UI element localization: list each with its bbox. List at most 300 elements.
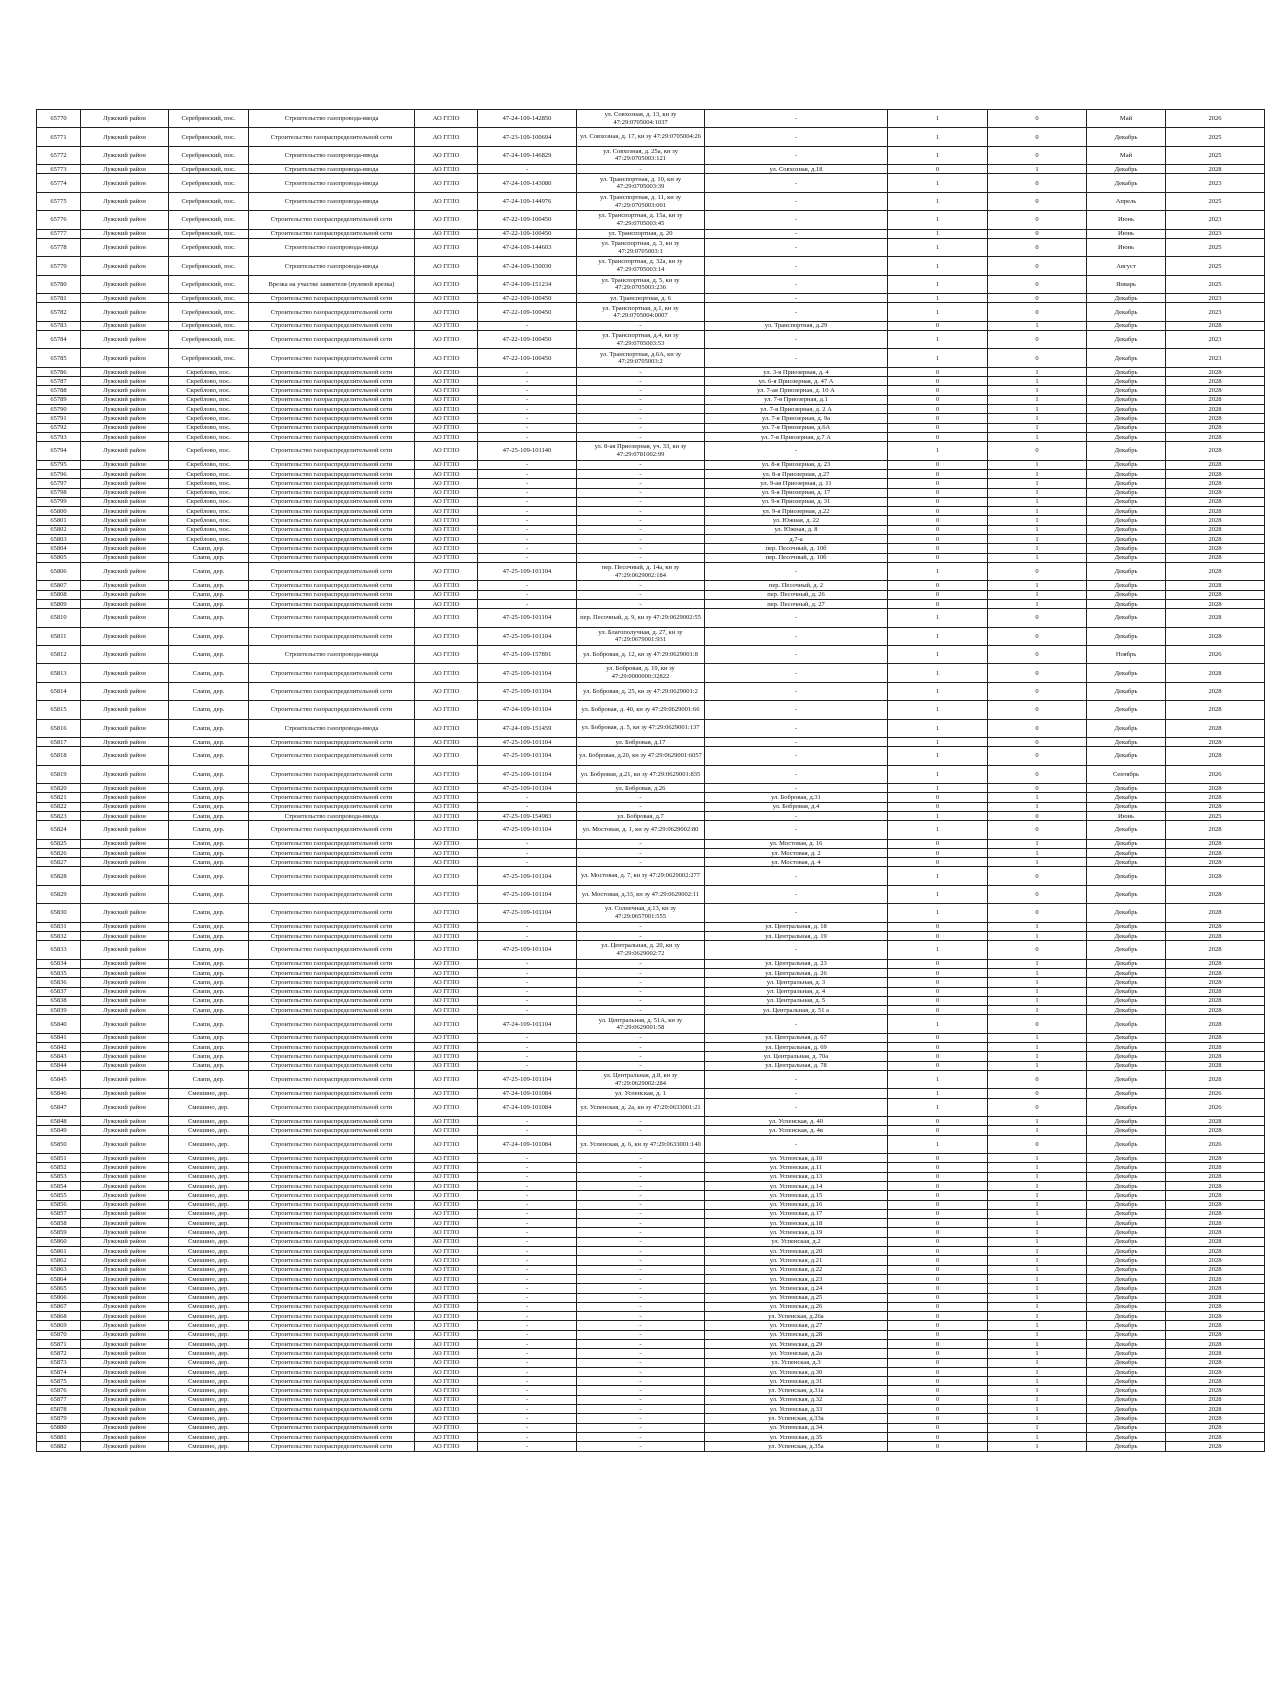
table-row <box>37 562 1265 580</box>
address-cell: ул. 6-я Приозерная, д. 47 А <box>705 377 888 386</box>
row-id-cell: 65835 <box>37 968 81 977</box>
locality-cell: Слапи, дер. <box>169 784 249 793</box>
work-type-cell: Строительство газораспределительной сети <box>249 701 415 719</box>
work-type-cell: Строительство газораспределительной сети <box>249 931 415 940</box>
row-id-cell: 65881 <box>37 1432 81 1441</box>
organization-cell: АО ГГЛО <box>415 525 478 534</box>
organization-cell: АО ГГЛО <box>415 590 478 599</box>
locality-cell: Слапи, дер. <box>169 858 249 867</box>
count-2-cell: 1 <box>988 507 1087 516</box>
locality-cell: Смешино, дер. <box>169 1339 249 1348</box>
row-id-cell: 65851 <box>37 1154 81 1163</box>
count-2-cell: 1 <box>988 1312 1087 1321</box>
organization-cell: АО ГГЛО <box>415 765 478 783</box>
locality-cell: Смешино, дер. <box>169 1312 249 1321</box>
district-cell: Лужский район <box>81 303 169 321</box>
table-row <box>37 497 1265 506</box>
work-type-cell: Строительство газораспределительной сети <box>249 1117 415 1126</box>
month-cell: Декабрь <box>1087 1377 1166 1386</box>
address-cell: ул. Центральная, д. 19 <box>705 931 888 940</box>
work-type-cell: Строительство газораспределительной сети <box>249 737 415 746</box>
year-cell: 2028 <box>1166 497 1265 506</box>
request-code-cell: 47-25-109-101104 <box>478 867 577 885</box>
cadastral-address-cell: - <box>577 1339 705 1348</box>
count-2-cell: 1 <box>988 395 1087 404</box>
count-2-cell: 0 <box>988 867 1087 885</box>
row-id-cell: 65780 <box>37 275 81 293</box>
count-2-cell: 1 <box>988 1052 1087 1061</box>
locality-cell: Слапи, дер. <box>169 839 249 848</box>
organization-cell: АО ГГЛО <box>415 1052 478 1061</box>
count-2-cell: 1 <box>988 1339 1087 1348</box>
district-cell: Лужский район <box>81 1432 169 1441</box>
count-1-cell: 0 <box>888 599 988 608</box>
work-type-cell: Строительство газопровода-ввода <box>249 146 415 164</box>
count-2-cell: 0 <box>988 664 1087 682</box>
organization-cell: АО ГГЛО <box>415 331 478 349</box>
row-id-cell: 65869 <box>37 1321 81 1330</box>
locality-cell: Слапи, дер. <box>169 811 249 820</box>
row-id-cell: 65801 <box>37 516 81 525</box>
cadastral-address-cell: ул. Бобровая, д. 12, кн зу 47:29:0629001:8 <box>577 645 705 663</box>
address-cell: ул. Центральная, д. 23 <box>705 959 888 968</box>
request-code-cell: 47-24-109-146829 <box>478 146 577 164</box>
row-id-cell: 65882 <box>37 1442 81 1451</box>
month-cell: Декабрь <box>1087 719 1166 737</box>
count-2-cell: 1 <box>988 516 1087 525</box>
district-cell: Лужский район <box>81 1284 169 1293</box>
year-cell: 2028 <box>1166 405 1265 414</box>
row-id-cell: 65806 <box>37 562 81 580</box>
organization-cell: АО ГГЛО <box>415 1228 478 1237</box>
month-cell: Декабрь <box>1087 1265 1166 1274</box>
count-1-cell: 1 <box>888 562 988 580</box>
request-code-cell: - <box>478 1256 577 1265</box>
organization-cell: АО ГГЛО <box>415 987 478 996</box>
district-cell: Лужский район <box>81 525 169 534</box>
year-cell: 2028 <box>1166 1284 1265 1293</box>
year-cell: 2028 <box>1166 1052 1265 1061</box>
cadastral-address-cell: - <box>577 1200 705 1209</box>
organization-cell: АО ГГЛО <box>415 811 478 820</box>
count-2-cell: 1 <box>988 1358 1087 1367</box>
year-cell: 2028 <box>1166 1006 1265 1015</box>
count-1-cell: 1 <box>888 275 988 293</box>
row-id-cell: 65803 <box>37 535 81 544</box>
organization-cell: АО ГГЛО <box>415 848 478 857</box>
request-code-cell: 47-22-109-100450 <box>478 294 577 303</box>
district-cell: Лужский район <box>81 1033 169 1042</box>
table-row <box>37 442 1265 460</box>
request-code-cell: - <box>478 1228 577 1237</box>
month-cell: Декабрь <box>1087 904 1166 922</box>
locality-cell: Скреблово, пос. <box>169 367 249 376</box>
work-type-cell: Строительство газораспределительной сети <box>249 1367 415 1376</box>
count-2-cell: 1 <box>988 1191 1087 1200</box>
month-cell: Декабрь <box>1087 469 1166 478</box>
cadastral-address-cell: - <box>577 544 705 553</box>
table-row <box>37 1089 1265 1098</box>
year-cell: 2028 <box>1166 1209 1265 1218</box>
count-1-cell: 1 <box>888 811 988 820</box>
request-code-cell: - <box>478 599 577 608</box>
organization-cell: АО ГГЛО <box>415 941 478 959</box>
locality-cell: Смешино, дер. <box>169 1330 249 1339</box>
address-cell: ул. Успенская, д.15 <box>705 1191 888 1200</box>
count-2-cell: 1 <box>988 405 1087 414</box>
row-id-cell: 65794 <box>37 442 81 460</box>
cadastral-address-cell: - <box>577 959 705 968</box>
table-row <box>37 627 1265 645</box>
year-cell: 2023 <box>1166 331 1265 349</box>
month-cell: Декабрь <box>1087 1423 1166 1432</box>
year-cell: 2028 <box>1166 386 1265 395</box>
year-cell: 2028 <box>1166 627 1265 645</box>
cadastral-address-cell: - <box>577 1414 705 1423</box>
count-2-cell: 1 <box>988 1043 1087 1052</box>
work-type-cell: Строительство газораспределительной сети <box>249 331 415 349</box>
count-2-cell: 1 <box>988 1033 1087 1042</box>
count-2-cell: 1 <box>988 968 1087 977</box>
month-cell: Декабрь <box>1087 1228 1166 1237</box>
year-cell: 2028 <box>1166 719 1265 737</box>
count-1-cell: 0 <box>888 544 988 553</box>
request-code-cell: - <box>478 479 577 488</box>
work-type-cell: Строительство газораспределительной сети <box>249 747 415 765</box>
year-cell: 2026 <box>1166 1089 1265 1098</box>
district-cell: Лужский район <box>81 1043 169 1052</box>
request-code-cell: - <box>478 1172 577 1181</box>
cadastral-address-cell: пер. Песочный, д. 9, кн зу 47:29:0629002:55 <box>577 609 705 627</box>
row-id-cell: 65820 <box>37 784 81 793</box>
month-cell: Декабрь <box>1087 414 1166 423</box>
locality-cell: Скреблово, пос. <box>169 423 249 432</box>
district-cell: Лужский район <box>81 802 169 811</box>
request-code-cell: - <box>478 516 577 525</box>
count-2-cell: 0 <box>988 110 1087 128</box>
count-2-cell: 0 <box>988 765 1087 783</box>
locality-cell: Слапи, дер. <box>169 996 249 1005</box>
cadastral-address-cell: - <box>577 516 705 525</box>
organization-cell: АО ГГЛО <box>415 1200 478 1209</box>
month-cell: Декабрь <box>1087 1247 1166 1256</box>
table-row <box>37 1367 1265 1376</box>
locality-cell: Слапи, дер. <box>169 719 249 737</box>
table-row <box>37 377 1265 386</box>
address-cell: - <box>705 257 888 275</box>
address-cell: - <box>705 747 888 765</box>
count-1-cell: 1 <box>888 682 988 700</box>
organization-cell: АО ГГЛО <box>415 747 478 765</box>
cadastral-address-cell: - <box>577 497 705 506</box>
work-type-cell: Строительство газораспределительной сети <box>249 488 415 497</box>
table-row <box>37 1117 1265 1126</box>
work-type-cell: Строительство газораспределительной сети <box>249 793 415 802</box>
locality-cell: Смешино, дер. <box>169 1367 249 1376</box>
address-cell: ул. Южная, д. 8 <box>705 525 888 534</box>
locality-cell: Смешино, дер. <box>169 1126 249 1135</box>
address-cell: ул. Центральная, д. 70а <box>705 1052 888 1061</box>
district-cell: Лужский район <box>81 405 169 414</box>
count-1-cell: 0 <box>888 1358 988 1367</box>
table-row <box>37 211 1265 229</box>
count-1-cell: 0 <box>888 1274 988 1283</box>
address-cell: - <box>705 110 888 128</box>
request-code-cell: - <box>478 1209 577 1218</box>
address-cell: ул. Успенская, д.31а <box>705 1386 888 1395</box>
table-row <box>37 793 1265 802</box>
request-code-cell: 47-25-109-101104 <box>478 747 577 765</box>
year-cell: 2028 <box>1166 1302 1265 1311</box>
count-1-cell: 0 <box>888 432 988 441</box>
month-cell: Декабрь <box>1087 516 1166 525</box>
month-cell: Декабрь <box>1087 1349 1166 1358</box>
address-cell: ул. Успенская, д.23 <box>705 1274 888 1283</box>
locality-cell: Скреблово, пос. <box>169 497 249 506</box>
request-code-cell: - <box>478 922 577 931</box>
district-cell: Лужский район <box>81 1126 169 1135</box>
count-2-cell: 0 <box>988 719 1087 737</box>
count-1-cell: 1 <box>888 737 988 746</box>
district-cell: Лужский район <box>81 469 169 478</box>
district-cell: Лужский район <box>81 1098 169 1116</box>
organization-cell: АО ГГЛО <box>415 553 478 562</box>
district-cell: Лужский район <box>81 1349 169 1358</box>
organization-cell: АО ГГЛО <box>415 165 478 174</box>
year-cell: 2025 <box>1166 128 1265 146</box>
cadastral-address-cell: - <box>577 525 705 534</box>
request-code-cell: - <box>478 544 577 553</box>
work-type-cell: Строительство газораспределительной сети <box>249 1405 415 1414</box>
row-id-cell: 65830 <box>37 904 81 922</box>
row-id-cell: 65815 <box>37 701 81 719</box>
count-2-cell: 1 <box>988 423 1087 432</box>
cadastral-address-cell: ул. Транспортная, д. 15а, кн зу 47:29:0705003:45 <box>577 211 705 229</box>
row-id-cell: 65841 <box>37 1033 81 1042</box>
cadastral-address-cell: ул. Бобровая, д.17 <box>577 737 705 746</box>
organization-cell: АО ГГЛО <box>415 968 478 977</box>
address-cell: ул. Транспортная, д.29 <box>705 321 888 330</box>
address-cell: ул. Центральная, д. 3 <box>705 978 888 987</box>
cadastral-address-cell: ул. Бобровая, д. 25, кн зу 47:29:0629001:2 <box>577 682 705 700</box>
table-row <box>37 275 1265 293</box>
month-cell: Декабрь <box>1087 1043 1166 1052</box>
count-1-cell: 0 <box>888 802 988 811</box>
count-2-cell: 1 <box>988 1321 1087 1330</box>
address-cell: ул. 3-я Приозерная, д. 4 <box>705 367 888 376</box>
table-row <box>37 488 1265 497</box>
count-2-cell: 0 <box>988 904 1087 922</box>
cadastral-address-cell: - <box>577 1163 705 1172</box>
table-row <box>37 821 1265 839</box>
locality-cell: Слапи, дер. <box>169 609 249 627</box>
row-id-cell: 65849 <box>37 1126 81 1135</box>
address-cell: - <box>705 645 888 663</box>
year-cell: 2028 <box>1166 941 1265 959</box>
work-type-cell: Строительство газораспределительной сети <box>249 1432 415 1441</box>
district-cell: Лужский район <box>81 1089 169 1098</box>
cadastral-address-cell: - <box>577 978 705 987</box>
count-2-cell: 0 <box>988 701 1087 719</box>
count-2-cell: 1 <box>988 858 1087 867</box>
cadastral-address-cell: - <box>577 488 705 497</box>
month-cell: Декабрь <box>1087 1414 1166 1423</box>
locality-cell: Слапи, дер. <box>169 821 249 839</box>
year-cell: 2028 <box>1166 858 1265 867</box>
month-cell: Декабрь <box>1087 1070 1166 1088</box>
cadastral-address-cell: - <box>577 423 705 432</box>
row-id-cell: 65799 <box>37 497 81 506</box>
address-cell: ул. Успенская, д.17 <box>705 1209 888 1218</box>
count-2-cell: 1 <box>988 1377 1087 1386</box>
locality-cell: Смешино, дер. <box>169 1284 249 1293</box>
count-2-cell: 0 <box>988 682 1087 700</box>
request-code-cell: - <box>478 525 577 534</box>
cadastral-address-cell: пер. Песочный, д. 14а, кн зу 47:29:0629002:184 <box>577 562 705 580</box>
request-code-cell: 47-25-109-101104 <box>478 1070 577 1088</box>
count-1-cell: 0 <box>888 507 988 516</box>
work-type-cell: Строительство газораспределительной сети <box>249 516 415 525</box>
locality-cell: Скреблово, пос. <box>169 507 249 516</box>
cadastral-address-cell: ул. Совхозная, д. 25а, кн зу 47:29:0705003:121 <box>577 146 705 164</box>
locality-cell: Смешино, дер. <box>169 1358 249 1367</box>
count-1-cell: 1 <box>888 1070 988 1088</box>
count-2-cell: 0 <box>988 331 1087 349</box>
work-type-cell: Строительство газораспределительной сети <box>249 1377 415 1386</box>
work-type-cell: Строительство газораспределительной сети <box>249 1033 415 1042</box>
district-cell: Лужский район <box>81 294 169 303</box>
count-2-cell: 0 <box>988 737 1087 746</box>
district-cell: Лужский район <box>81 1321 169 1330</box>
request-code-cell: 47-25-109-101104 <box>478 609 577 627</box>
organization-cell: АО ГГЛО <box>415 349 478 367</box>
count-2-cell: 0 <box>988 821 1087 839</box>
count-2-cell: 1 <box>988 931 1087 940</box>
month-cell: Декабрь <box>1087 1015 1166 1033</box>
request-code-cell: 47-25-109-101104 <box>478 821 577 839</box>
year-cell: 2028 <box>1166 469 1265 478</box>
organization-cell: АО ГГЛО <box>415 303 478 321</box>
request-code-cell: - <box>478 1126 577 1135</box>
address-cell: ул. Центральная, д. 67 <box>705 1033 888 1042</box>
row-id-cell: 65796 <box>37 469 81 478</box>
count-2-cell: 1 <box>988 1117 1087 1126</box>
work-type-cell: Строительство газораспределительной сети <box>249 627 415 645</box>
organization-cell: АО ГГЛО <box>415 367 478 376</box>
count-2-cell: 0 <box>988 128 1087 146</box>
row-id-cell: 65786 <box>37 367 81 376</box>
gasification-plan-table <box>36 109 1265 1452</box>
cadastral-address-cell: - <box>577 1321 705 1330</box>
request-code-cell: - <box>478 1274 577 1283</box>
table-row <box>37 321 1265 330</box>
month-cell: Июнь <box>1087 238 1166 256</box>
row-id-cell: 65857 <box>37 1209 81 1218</box>
year-cell: 2028 <box>1166 1339 1265 1348</box>
table-row <box>37 1200 1265 1209</box>
address-cell: - <box>705 627 888 645</box>
work-type-cell: Строительство газораспределительной сети <box>249 1274 415 1283</box>
cadastral-address-cell: - <box>577 1293 705 1302</box>
row-id-cell: 65854 <box>37 1181 81 1190</box>
year-cell: 2028 <box>1166 968 1265 977</box>
cadastral-address-cell: ул. Транспортная, д. 32а, кн зу 47:29:0705003:14 <box>577 257 705 275</box>
work-type-cell: Строительство газораспределительной сети <box>249 802 415 811</box>
address-cell: - <box>705 128 888 146</box>
locality-cell: Скреблово, пос. <box>169 535 249 544</box>
work-type-cell: Строительство газораспределительной сети <box>249 1302 415 1311</box>
year-cell: 2025 <box>1166 275 1265 293</box>
row-id-cell: 65805 <box>37 553 81 562</box>
row-id-cell: 65839 <box>37 1006 81 1015</box>
row-id-cell: 65825 <box>37 839 81 848</box>
locality-cell: Слапи, дер. <box>169 737 249 746</box>
locality-cell: Серебрянский, пос. <box>169 321 249 330</box>
address-cell: пер. Песочный, д. 2 <box>705 581 888 590</box>
count-1-cell: 0 <box>888 996 988 1005</box>
organization-cell: АО ГГЛО <box>415 904 478 922</box>
locality-cell: Смешино, дер. <box>169 1377 249 1386</box>
year-cell: 2028 <box>1166 1395 1265 1404</box>
year-cell: 2025 <box>1166 811 1265 820</box>
row-id-cell: 65859 <box>37 1228 81 1237</box>
locality-cell: Скреблово, пос. <box>169 488 249 497</box>
month-cell: Декабрь <box>1087 1172 1166 1181</box>
row-id-cell: 65838 <box>37 996 81 1005</box>
address-cell: - <box>705 821 888 839</box>
table-row <box>37 423 1265 432</box>
work-type-cell: Строительство газораспределительной сети <box>249 535 415 544</box>
cadastral-address-cell: - <box>577 1432 705 1441</box>
year-cell: 2028 <box>1166 423 1265 432</box>
locality-cell: Смешино, дер. <box>169 1237 249 1246</box>
count-1-cell: 0 <box>888 525 988 534</box>
work-type-cell: Строительство газораспределительной сети <box>249 839 415 848</box>
request-code-cell: 47-24-109-142850 <box>478 110 577 128</box>
cadastral-address-cell: - <box>577 1043 705 1052</box>
row-id-cell: 65818 <box>37 747 81 765</box>
work-type-cell: Строительство газораспределительной сети <box>249 1265 415 1274</box>
organization-cell: АО ГГЛО <box>415 377 478 386</box>
year-cell: 2028 <box>1166 1405 1265 1414</box>
count-1-cell: 1 <box>888 229 988 238</box>
count-1-cell: 0 <box>888 1172 988 1181</box>
row-id-cell: 65879 <box>37 1414 81 1423</box>
organization-cell: АО ГГЛО <box>415 294 478 303</box>
address-cell: ул. Мостовая, д. 2 <box>705 848 888 857</box>
organization-cell: АО ГГЛО <box>415 1181 478 1190</box>
table-row <box>37 1052 1265 1061</box>
district-cell: Лужский район <box>81 1312 169 1321</box>
organization-cell: АО ГГЛО <box>415 1033 478 1042</box>
cadastral-address-cell: ул. Транспортная, д.1, кн зу 47:29:0705004:0007 <box>577 303 705 321</box>
request-code-cell: - <box>478 1386 577 1395</box>
count-2-cell: 0 <box>988 174 1087 192</box>
table-row <box>37 1070 1265 1088</box>
cadastral-address-cell: - <box>577 1330 705 1339</box>
district-cell: Лужский район <box>81 275 169 293</box>
cadastral-address-cell: - <box>577 1052 705 1061</box>
count-1-cell: 0 <box>888 321 988 330</box>
request-code-cell: 47-24-109-144976 <box>478 192 577 210</box>
row-id-cell: 65779 <box>37 257 81 275</box>
count-2-cell: 1 <box>988 793 1087 802</box>
locality-cell: Смешино, дер. <box>169 1423 249 1432</box>
month-cell: Декабрь <box>1087 1330 1166 1339</box>
work-type-cell: Строительство газораспределительной сети <box>249 1200 415 1209</box>
organization-cell: АО ГГЛО <box>415 386 478 395</box>
request-code-cell: - <box>478 1006 577 1015</box>
